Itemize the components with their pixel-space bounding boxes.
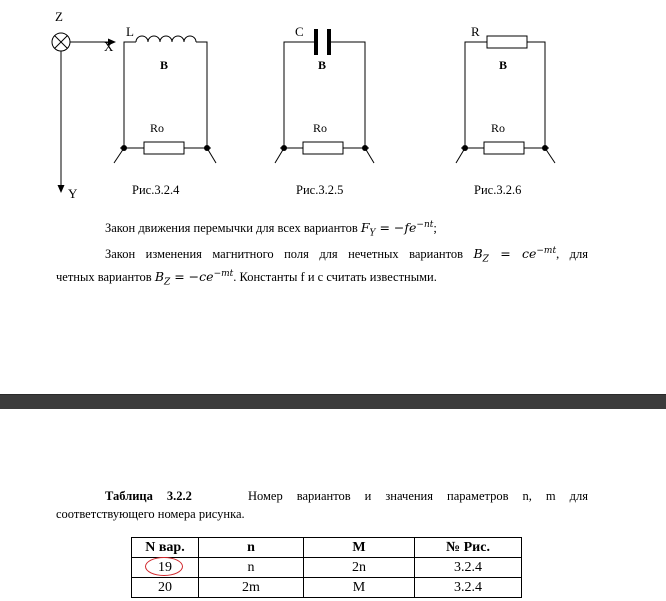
field-law-paragraph-cont: четных вариантов $B_Z = -ce^{-mt}$. Константы f и c считать известными. bbox=[56, 269, 437, 288]
node-dot bbox=[362, 145, 368, 151]
table-header-row bbox=[132, 538, 522, 558]
table-row bbox=[132, 578, 522, 598]
table-cell: 3.2.4 bbox=[415, 558, 522, 578]
header-cell: N вар. bbox=[132, 538, 199, 558]
y-axis-label: Y bbox=[68, 186, 78, 201]
formula-b-even: $B_Z = -ce^{-mt}$ bbox=[154, 269, 234, 288]
table-row bbox=[132, 558, 522, 578]
node-dot bbox=[204, 145, 210, 151]
capacitor-label: C bbox=[295, 24, 304, 39]
table-caption: Таблица 3.2.2 Номер вариантов и значения параметров n, m для bbox=[105, 489, 589, 503]
red-circle-annotation bbox=[145, 557, 183, 576]
capacitor-plate bbox=[327, 29, 331, 55]
field-law-paragraph: Закон изменения магнитного поля для нечетных вариантов $B_Z = ce^{-mt}$, для bbox=[105, 246, 588, 265]
table-cell: 3.2.4 bbox=[415, 578, 522, 598]
resistor-label: Ro bbox=[150, 121, 165, 135]
formula-b-odd: $B_Z = ce^{-mt}$ bbox=[473, 246, 557, 265]
header-cell: № Рис. bbox=[415, 538, 522, 558]
highlighted-variant: 19 bbox=[158, 560, 172, 576]
inductor-label: L bbox=[126, 24, 134, 39]
z-axis-label: Z bbox=[55, 9, 63, 24]
figure-caption: Рис.3.2.4 bbox=[132, 183, 180, 197]
table-cell-variant: 20 bbox=[132, 578, 199, 598]
inductor-coil bbox=[136, 36, 196, 42]
page-divider bbox=[0, 394, 666, 409]
figure-caption: Рис.3.2.5 bbox=[296, 183, 344, 197]
resistor-ro bbox=[144, 142, 184, 154]
table-cell: n bbox=[199, 558, 304, 578]
resistor-ro bbox=[303, 142, 343, 154]
field-label: B bbox=[499, 58, 508, 72]
x-axis-label: X bbox=[104, 39, 114, 54]
formula-f: $F_Y = -fe^{-nt}$ bbox=[360, 220, 434, 239]
circuit-inductor bbox=[114, 36, 216, 163]
table-caption-label: Таблица 3.2.2 bbox=[105, 489, 192, 503]
table-cell-variant bbox=[132, 558, 199, 578]
node-dot bbox=[462, 145, 468, 151]
circuit-diagrams bbox=[0, 0, 666, 205]
resistor-r-label: R bbox=[471, 24, 480, 39]
node-dot bbox=[542, 145, 548, 151]
header-cell: n bbox=[199, 538, 304, 558]
field-label: B bbox=[160, 58, 169, 72]
field-label: B bbox=[318, 58, 327, 72]
resistor-ro bbox=[484, 142, 524, 154]
coordinate-axes bbox=[52, 33, 112, 188]
table-cell: 2m bbox=[199, 578, 304, 598]
figure-caption: Рис.3.2.6 bbox=[474, 183, 522, 197]
table-cell: M bbox=[304, 578, 415, 598]
circuit-resistor bbox=[456, 36, 555, 163]
variants-table bbox=[131, 537, 522, 598]
resistor-r bbox=[487, 36, 527, 48]
node-dot bbox=[121, 145, 127, 151]
resistor-label: Ro bbox=[491, 121, 506, 135]
header-cell: M bbox=[304, 538, 415, 558]
table-caption-line2: соответствующего номера рисунка. bbox=[56, 507, 245, 521]
table-cell: 2n bbox=[304, 558, 415, 578]
y-axis-arrow bbox=[58, 185, 65, 193]
node-dot bbox=[281, 145, 287, 151]
capacitor-plate bbox=[314, 29, 318, 55]
resistor-label: Ro bbox=[313, 121, 328, 135]
motion-law-paragraph: Закон движения перемычки для всех вариантов $F_Y = -fe^{-nt}$; bbox=[105, 220, 437, 239]
